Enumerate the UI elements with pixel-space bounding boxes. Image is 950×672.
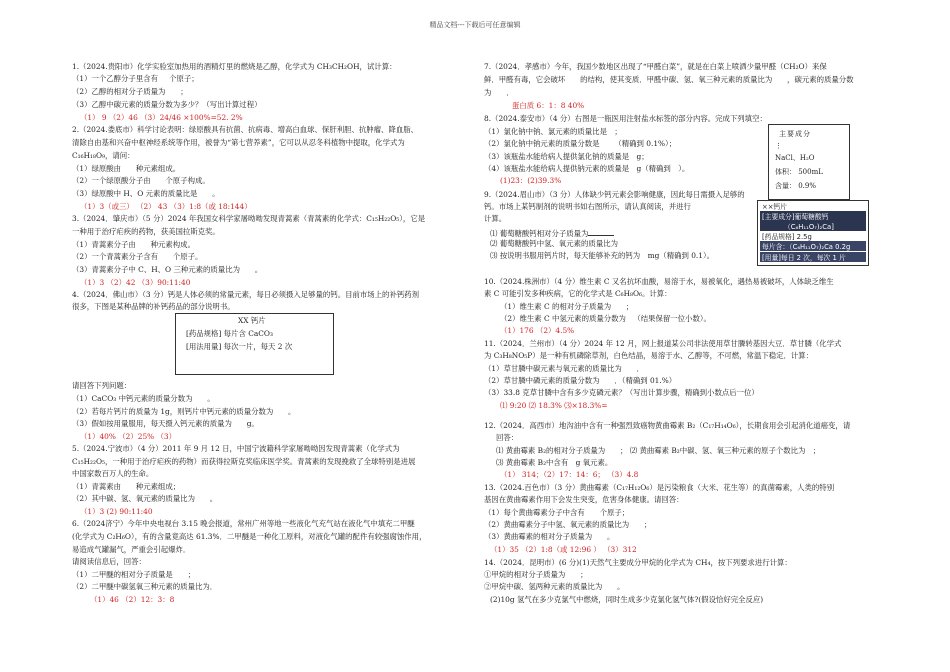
q5-line1: 5.（2024.宁波市）（4 分）2011 年 9 月 12 日，中国宁波籍科学家屠呦呦因发现青蒿素（化学式为 bbox=[72, 444, 400, 453]
q13-part2: （2）黄曲霉素分子中氢、氧元素的质量比为 ； bbox=[484, 520, 652, 529]
q13-line2: 基因在黄曲霉素作用下会发生突变，危害身体健康。请回答： bbox=[484, 495, 684, 504]
q9-label-title: ××钙片 bbox=[762, 203, 787, 211]
q4-answer: （1）40% （2）25% （3） bbox=[80, 432, 177, 441]
q14-part1: ①甲烷的相对分子质量为 ； bbox=[484, 570, 588, 579]
q8-label-content: 含量： 0.9% bbox=[775, 182, 817, 190]
q8-label-composition: NaCl、H₂O bbox=[775, 154, 815, 162]
q6-part1: （1）二甲醚的相对分子质量是 ； bbox=[72, 570, 195, 579]
q6-answer: （1）46 （2）12：3：8 bbox=[90, 595, 175, 604]
q11-part3: （3）33.8 克草甘膦中含有多少克磷元素？（写出计算步骤，精确到小数点后一位） bbox=[484, 388, 759, 397]
q7-line1: 7.（2024．孝感市）今年，我国少数地区出现了“甲醛白菜”，就是在白菜上喷洒少量甲醛（CH₂O）来保 bbox=[484, 62, 827, 71]
q11-line2: 为 C₃H₈NO₅P）是一种有机磷除草剂，白色结晶，易溶于水、乙醇等，不可燃，常温下稳定．计算： bbox=[484, 351, 814, 360]
q4-part3: （3）假如按用量服用，每天摄入钙元素的质量为 g。 bbox=[72, 419, 259, 428]
q11-part1: （1）草甘膦中碳元素与氧元素的质量比为 ． bbox=[484, 364, 644, 373]
q7-line3: 为 ． bbox=[484, 88, 514, 97]
q7-answer: 蛋白质 6：1：8 40% bbox=[512, 101, 585, 110]
q9-label-formula: （C₆H₁₁O₇)₂Ca] bbox=[784, 223, 834, 231]
q12-part1-2: ⑴ 黄曲霉素 B₂的相对分子质量为 ； ⑵ 黄曲霉素 B₂中碳、氢、氧三种元素的原子个数比为 ； bbox=[496, 446, 821, 455]
q4-part2: （2）若每片钙片的质量为 1g，则钙片中钙元素的质量分数为 。 bbox=[72, 407, 296, 416]
q13-part1: （1）每个黄曲霉素分子中含有 个原子； bbox=[484, 508, 630, 517]
q13-answer: （1）35 （2）1:8（或 12:96 ） （3）312 bbox=[490, 545, 637, 554]
q7-line2: 鲜．甲醛有毒，它会破坏 的结构，使其变质．甲醛中碳、氢、氧三种元素的质量比为 ，碳元素的质量分数 bbox=[484, 75, 854, 84]
q8-part4: （4）该瓶盐水能给病人提供钠元素的质量是 g（精确到 ）。 bbox=[484, 164, 690, 173]
q6-line3: 易造成气罐漏气，严重会引起爆炸． bbox=[72, 545, 191, 554]
q12-part3: ⑶ 黄曲霉素 B₂中含有 g 氧元素。 bbox=[496, 458, 613, 467]
q14-part3: (2)10g 氢气在多少克氯气中燃烧，同时生成多少克氯化氢气体?(假设恰好完全反应) bbox=[490, 595, 764, 604]
q6-part2: （2）二甲醚中碳氢氧三种元素的质量比为． bbox=[72, 582, 218, 591]
q2-line2: 清除自由基和兴奋中枢神经系统等作用，被誉为“第七营养素”，它可以从忍冬科植物中提取，化学式为 bbox=[72, 138, 405, 147]
q2-answer: （1）3（或三） （2） 43 （3）1:8（或 18:144） bbox=[80, 202, 252, 211]
q8-label-title: 主要成分 bbox=[779, 130, 811, 138]
q2-line1: 2.（2024.娄底市）科学讨论表明：绿原酸具有抗菌、抗病毒、增高白血球、保肝利胆、抗肿瘤、降血脂、 bbox=[72, 125, 419, 134]
q4-part1: （1）CaCO₃ 中钙元素的质量分数为 。 bbox=[72, 394, 215, 403]
q4-box-spec: [药品规格] 每片含 CaCO₃ bbox=[186, 329, 273, 338]
q9-calcium-label-box bbox=[757, 200, 869, 266]
q12-line2: 回答： bbox=[496, 433, 519, 442]
q4-box-dosage: [用法用量] 每次一片，每天 2 次 bbox=[186, 342, 293, 351]
q2-part3: （3）绿原酸中 H、O 元素的质量比是 。 bbox=[72, 189, 220, 198]
q9-part1: ⑴ 葡萄糖酸钙相对分子质量为 bbox=[490, 227, 614, 239]
q13-line1: 13.（2024.百色市）（3 分）黄曲霉素（C₁₇H₁₂O₆）是污染粮食（大米、花生等）的真菌霉素，人类的特别 bbox=[484, 483, 835, 492]
q3-answer: （1）3 （2）42 （3）90:11:40 bbox=[80, 278, 191, 287]
q4-line2: 很多，下图是某种品牌的补钙药品的部分说明书。 bbox=[72, 302, 235, 311]
q11-part2: （2）草甘膦中磷元素的质量分数为 ．（精确到 01.%） bbox=[484, 376, 677, 385]
q3-line2: 一种用于治疗疟疾的药物，获美国拉斯克奖。 bbox=[72, 227, 220, 236]
q9-part3: ⑶ 按说明书服用钙片时，每天能够补充的钙为 mg（精确到 0.1）。 bbox=[490, 251, 715, 260]
q4-medicine-label-box bbox=[175, 313, 334, 375]
q8-part3: （3）该瓶盐水能给病人提供氯化钠的质量是 g； bbox=[484, 152, 649, 161]
q3-part3: （3）青蒿素分子中 C、H、O 三种元素的质量比为 。 bbox=[72, 265, 263, 274]
q8-part2: （2）氯化钠中钠元素的质量分数是 （精确到 0.1%）； bbox=[484, 139, 677, 148]
q5-part2: （2）其中碳、氢、氧元素的质量比为 。 bbox=[72, 494, 218, 503]
q10-line1: 10.（2024.株洲市）（4 分）维生素 C 又名抗坏血酸，易溶于水，易被氧化，遇热易被破坏，人体缺乏维生 bbox=[484, 277, 834, 286]
q14-line1: 14.（2024．昆明市）(6 分)(1)天然气主要成分甲烷的化学式为 CH₄，按下列要求进行计算： bbox=[484, 558, 792, 567]
q5-line3: 中国家数百万人的生命。 bbox=[72, 469, 154, 478]
q9-label-spec: [药品规格] 2.5g bbox=[762, 233, 812, 241]
q5-answer: （1）3 (2) 90:11:40 bbox=[80, 507, 153, 516]
q1-part3: （3）乙醇中碳元素的质量分数为多少？（写出计算过程） bbox=[72, 100, 262, 109]
q4-line1: 4.（2024．佛山市）（3 分）钙是人体必须的常量元素，每日必须摄入足够量的钙。目前市场上的补钙药剂 bbox=[72, 290, 420, 299]
q9-label-dosage: [用量]每日 2 次，每次 1 片 bbox=[762, 254, 846, 262]
q13-part3: （3）黄曲霉素的相对分子质量为 。 bbox=[484, 532, 615, 541]
q11-answer: ⑴ 9:20 ⑵ 18.3% ⑶×18.3%= bbox=[500, 401, 608, 410]
q9-line3: 计算。 bbox=[484, 214, 507, 223]
q9-label-per-tablet: 每片含：（C₆H₁₁O₇)₂Ca 0.2g bbox=[762, 243, 851, 251]
q10-part2: （2）维生素 C 中氢元素的质量分数为 （结果保留一位小数）。 bbox=[500, 314, 711, 323]
q3-part2: （2）一个青蒿素分子含有 个原子。 bbox=[72, 252, 203, 261]
q6-prompt: 请阅读信息后，回答： bbox=[72, 557, 146, 566]
q9-line2: 钙。市场上某钙制剂的说明书如右图所示，请认真阅读，并进行 bbox=[484, 202, 691, 211]
q2-line3: C₁₆H₁₈O₉，请问： bbox=[72, 151, 135, 160]
q1-part1: （1）一个乙醇分子里含有 个原子； bbox=[72, 74, 199, 83]
q8-line1: 8.（2024.泰安市）（4 分）右图是一瓶医用注射盐水标签的部分内容。完成下列填空： bbox=[484, 114, 767, 123]
q12-answer: （1） 314；（2）17：14：6； （3）4.8 bbox=[500, 470, 639, 479]
q1-answer: （1） 9 （2）46 （3）24/46 ×100%=52. 2% bbox=[80, 113, 243, 122]
q11-line1: 11.（2024．兰州市）（4 分）2024 年 12 月，网上报道某公司非法使用草甘膦转基因大豆．草甘膦（化学式 bbox=[484, 339, 842, 348]
q2-part1: （1）绿原酸由 种元素组成。 bbox=[72, 164, 181, 173]
q3-part1: （1）青蒿素分子由 种元素构成。 bbox=[72, 240, 195, 249]
q6-line1: 6.（2024济宁）今年中央电视台 3.15 晚会报道，常州广州等地一些液化气充气站在液化气中填充二甲醚 bbox=[72, 519, 415, 528]
q2-part2: （2）一个绿原酸分子由 个原子构成。 bbox=[72, 176, 210, 185]
q4-box-title: XX 钙片 bbox=[238, 316, 266, 325]
q8-label-ellipsis: ⋮ bbox=[775, 142, 782, 150]
q9-line1: 9.（2024.眉山市）（3 分）人体缺少钙元素会影响健康，因此每日需摄入足够的 bbox=[484, 190, 745, 199]
q5-part1: （1）青蒿素由 种元素组成； bbox=[72, 482, 181, 491]
q1-part2: （2）乙醇的相对分子质量为 ； bbox=[72, 87, 188, 96]
q12-line1: 12.（2024．高西市）地沟油中含有一种强烈致癌物黄曲霉素 B₂（C₁₇H₁₄O₆），长期食用会引起消化道癌变，请 bbox=[484, 421, 851, 430]
q4-prompt: 请回答下列问题： bbox=[72, 381, 132, 390]
q3-line1: 3.（2024．肇庆市）（5 分）2024 年我国女科学家屠呦呦发现青蒿素（青蒿素的化学式：C₁₅H₂₂O₅），它是 bbox=[72, 214, 426, 223]
q10-line2: 素 C 可能引发多种疾病，它的化学式是 C₆H₈O₆。计算： bbox=[484, 289, 672, 298]
q8-saline-label-box bbox=[768, 124, 850, 200]
q14-part2: ②甲烷中碳、氢两种元素的质量比为 。 bbox=[484, 582, 625, 591]
q8-label-volume: 体积： 500mL bbox=[775, 168, 823, 176]
q9-part2: ⑵ 葡萄糖酸钙中氢、氧元素的质量比为 bbox=[490, 239, 618, 248]
q10-part1: （1）维生素 C 的相对分子质量为 ； bbox=[500, 302, 634, 311]
q8-part1: （1）氯化钠中钠、氯元素的质量比是 ； bbox=[484, 127, 622, 136]
q5-line2: C₁₅H₂₂O₅，一种用于治疗疟疾的药物）而获得拉斯克奖临床医学奖。青蒿素的发现挽救了全球特别是进展 bbox=[72, 457, 416, 466]
q9-label-ingredient: [主要成分]葡萄糖酸钙 bbox=[762, 213, 829, 221]
q6-line2: (化学式为 C₂H₆O），有的含量竟高达 61.3%．二甲醚是一种化工原料，对液化气罐的配件有较强腐蚀作用， bbox=[72, 532, 427, 541]
page-header: 精品文档---下载后可任意编辑 bbox=[429, 21, 521, 29]
q10-answer: （1）176 （2）4.5% bbox=[500, 326, 575, 335]
q1-stem: 1.（2024.贵阳市）化学实验室加热用的酒精灯里的燃烧是乙醇，化学式为 CH₃CH₂OH，试计算： bbox=[72, 62, 397, 71]
q8-answer: (1)23：(2)39.3% bbox=[500, 176, 562, 185]
